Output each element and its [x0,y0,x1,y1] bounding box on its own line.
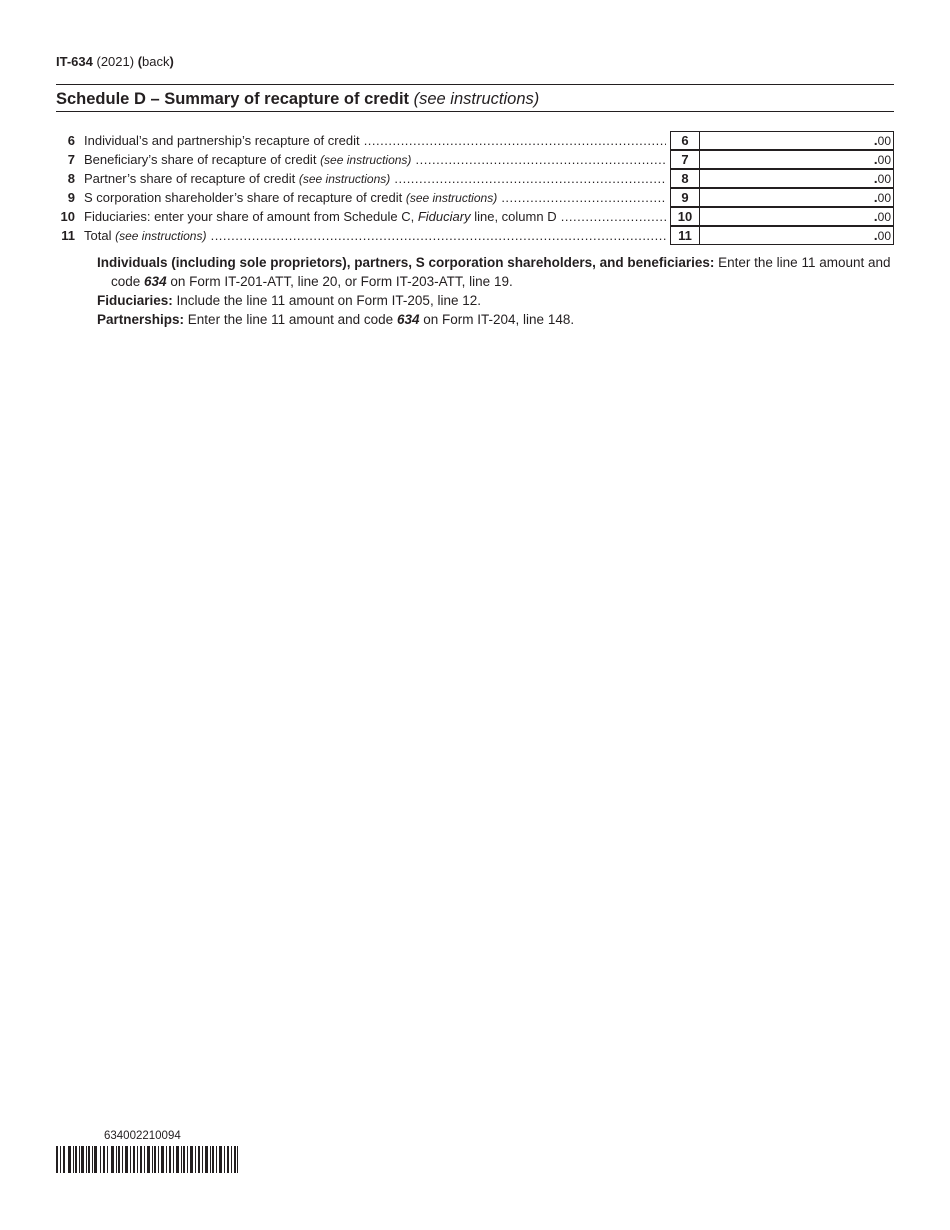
line-6 [56,131,894,150]
cents: .00 [873,208,891,224]
line-number: 10 [60,209,75,224]
line-box-label: 10 [670,207,700,226]
line-description: S corporation shareholder’s share of recapture of credit (see instructions) ..... [84,190,666,205]
schedule-lines [56,131,894,245]
instructions-notes [97,253,894,329]
section-title-note: (see instructions) [413,90,540,108]
line-9 [56,188,894,207]
barcode-icon [56,1146,238,1173]
section-title [56,90,539,109]
line-box-label: 9 [670,188,700,207]
amount-field[interactable] [699,207,894,226]
form-code: IT-634 [56,54,93,69]
line-description: Total (see instructions) ..... [84,228,666,243]
line-7 [56,150,894,169]
line-number: 9 [67,190,75,205]
barcode-number: 634002210094 [104,1130,181,1142]
amount-field[interactable] [699,188,894,207]
line-description: Partner’s share of recapture of credit (see instructions) ..... [84,171,666,186]
cents: .00 [873,151,891,167]
line-number: 11 [61,228,75,243]
line-box-label: 8 [670,169,700,188]
form-year: (2021) [96,54,135,69]
line-number: 8 [67,171,75,186]
section-title-text: Schedule D – Summary of recapture of credit [56,90,410,108]
note-fiduciaries: Fiduciaries: Include the line 11 amount on Form IT-205, line 12. [97,293,481,308]
top-rule [56,84,894,85]
line-description: Beneficiary’s share of recapture of credit (see instructions) ..... [84,152,666,167]
cents: .00 [873,227,891,243]
line-box-label: 11 [670,226,700,245]
line-number: 7 [67,152,75,167]
form-identifier [56,54,174,69]
amount-field[interactable] [699,169,894,188]
line-11 [56,226,894,245]
cents: .00 [873,170,891,186]
line-box-label: 7 [670,150,700,169]
amount-field[interactable] [699,131,894,150]
line-8 [56,169,894,188]
line-box-label: 6 [670,131,700,150]
paren-close: ) [169,54,174,69]
note-partnerships: Partnerships: Enter the line 11 amount and code 634 on Form IT-204, line 148. [97,312,575,327]
note-individuals: Individuals (including sole proprietors), partners, S corporation shareholders, and beneficiaries: Enter the line 11 amount and code 634 on Form IT-201-ATT, line 20, or Form IT-203-ATT, line 19. [97,255,891,289]
page-side: back [142,54,170,69]
cents: .00 [873,189,891,205]
section-rule [56,111,894,112]
amount-field[interactable] [699,150,894,169]
line-10 [56,207,894,226]
amount-field[interactable] [699,226,894,245]
paren-open: ( [137,54,143,69]
line-description: Individual’s and partnership’s recapture of credit ..... [84,133,666,148]
cents: .00 [873,132,891,148]
line-description: Fiduciaries: enter your share of amount from Schedule C, Fiduciary line, column D ..... [84,209,666,224]
line-number: 6 [67,133,75,148]
